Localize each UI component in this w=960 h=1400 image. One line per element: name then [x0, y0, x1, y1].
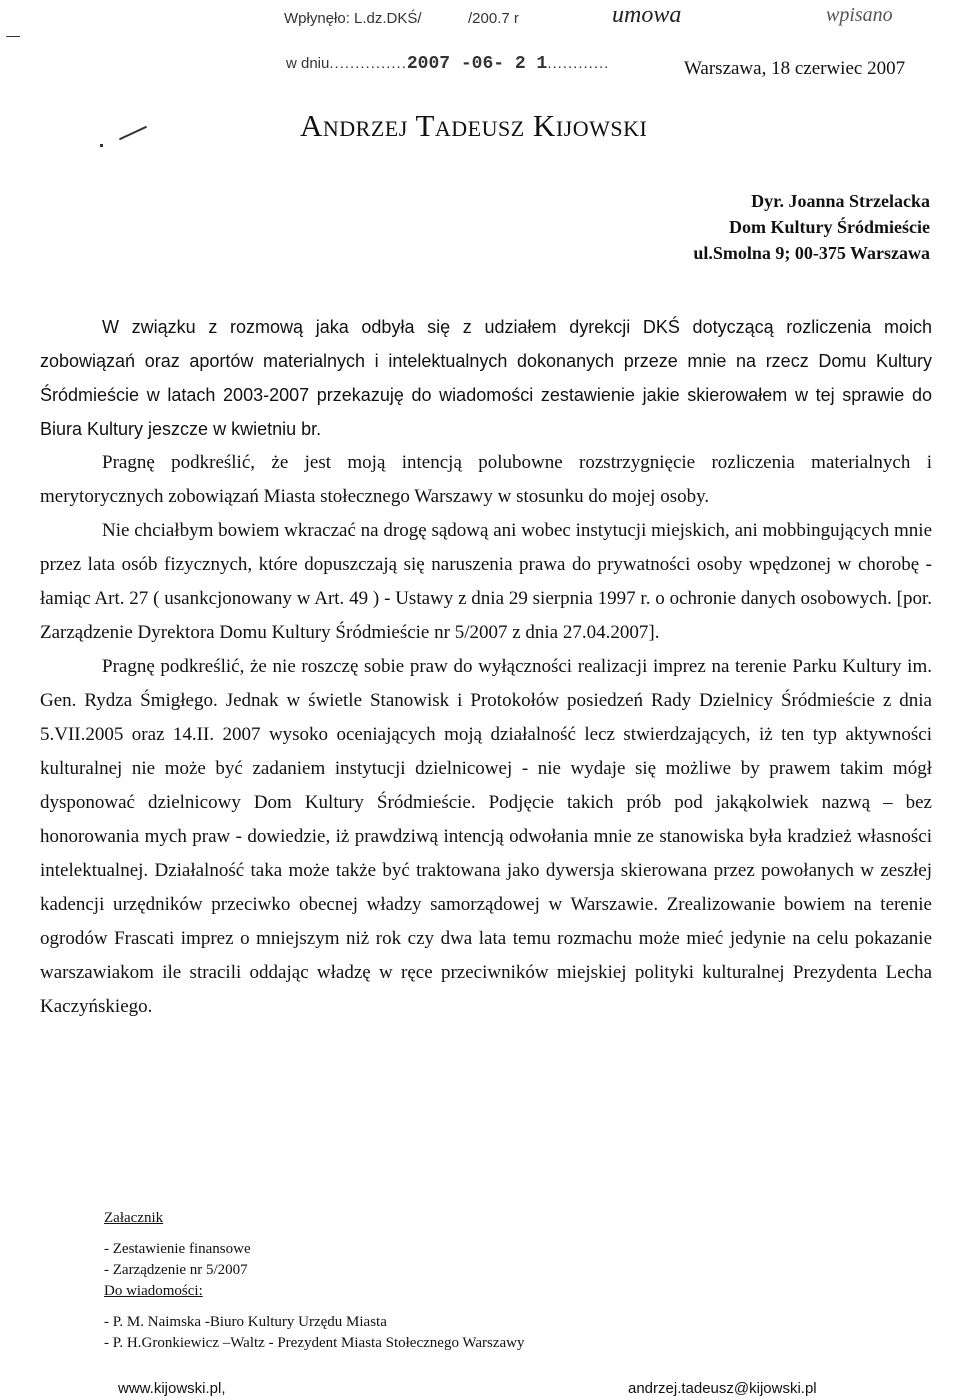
- attachments-heading: Załacznik: [104, 1210, 164, 1226]
- stray-mark-dash: [6, 36, 20, 37]
- cc-gap: [104, 1302, 525, 1312]
- footer-website[interactable]: www.kijowski.pl,: [118, 1380, 226, 1397]
- received-stamp-label: Wpłynęło: L.dz.DKŚ/: [284, 10, 422, 27]
- attachments-block: [104, 1208, 525, 1354]
- received-date-dots: ...............: [329, 55, 407, 72]
- attachments-gap: [104, 1229, 525, 1239]
- handwritten-note: wpisano: [826, 4, 893, 26]
- cc-item: - P. H.Gronkiewicz –Waltz - Prezydent Miasta Stołecznego Warszawy: [104, 1335, 525, 1351]
- recipient-block: [693, 188, 930, 266]
- letter-body: [40, 310, 932, 1024]
- handwritten-signature: umowa: [612, 2, 682, 28]
- recipient-institution: Dom Kultury Śródmieście: [729, 217, 930, 237]
- paragraph-2: Pragnę podkreślić, że jest moją intencją polubowne rozstrzygnięcie rozliczenia materialnych i merytorycznych zobowiązań Miasta stołecznego Warszawy w stosunku do mojej osoby.: [40, 452, 932, 507]
- cc-heading: Do wiadomości:: [104, 1283, 203, 1299]
- received-date-label: w dniu: [286, 55, 330, 72]
- stray-mark: [119, 126, 147, 140]
- recipient-name: Dyr. Joanna Strzelacka: [751, 191, 930, 211]
- cc-item: - P. M. Naimska -Biuro Kultury Urzędu Miasta: [104, 1314, 387, 1330]
- paragraph-3: Nie chciałbym bowiem wkraczać na drogę sądową ani wobec instytucji miejskich, ani mobbingujących mnie przez lata osób fizycznych, które dopuszczają się naruszenia prawa do prywatności osoby wpędzonej w chorobę - łamiąc Art. 27 ( usankcjonowany w Art. 49 ) - Ustawy z dnia 29 sierpnia 1997 r. o ochronie danych osobowych. [por. Zarządzenie Dyrektora Domu Kultury Śródmieście nr 5/2007 z dnia 27.04.2007].: [40, 520, 932, 643]
- received-stamp-year: /200.7 r: [468, 10, 519, 27]
- footer-email[interactable]: andrzej.tadeusz@kijowski.pl: [628, 1380, 817, 1397]
- received-stamp-date: [286, 54, 609, 74]
- city-date: Warszawa, 18 czerwiec 2007: [684, 58, 906, 79]
- attachment-item: - Zarządzenie nr 5/2007: [104, 1262, 248, 1278]
- sender-name: Andrzej Tadeusz Kijowski: [300, 108, 648, 143]
- received-date-value: 2007 -06- 2 1: [406, 54, 548, 74]
- attachment-item: - Zestawienie finansowe: [104, 1241, 251, 1257]
- paragraph-1: W związku z rozmową jaka odbyła się z udziałem dyrekcji DKŚ dotyczącą rozliczenia moich zobowiązań oraz aportów materialnych i intelektualnych dokonanych przeze mnie na rzecz Domu Kultury Śródmieście w latach 2003-2007 przekazuję do wiadomości zestawienie jakie skierowałem w tej sprawie do Biura Kultury jeszcze w kwietniu br.: [40, 317, 932, 439]
- received-date-dots-end: ............: [547, 55, 610, 72]
- stray-mark-dot: [100, 144, 103, 147]
- paragraph-4: Pragnę podkreślić, że nie roszczę sobie praw do wyłączności realizacji imprez na terenie Parku Kultury im. Gen. Rydza Śmigłego. Jednak w świetle Stanowisk i Protokołów posiedzeń Rady Dzielnicy Śródmieście z dnia 5.VII.2005 oraz 14.II. 2007 wysoko oceniających moją działalność lecz stwierdzających, iż ten typ aktywności kulturalnej nie może być zadaniem instytucji dzielnicowej - nie wydaje się możliwe by prawem takim mógł dysponować dzielnicowy Dom Kultury Śródmieście. Podjęcie takich prób pod jakąkolwiek nazwą – bez honorowania mych praw - dowiedzie, iż prawdziwą intencją odwołania mnie ze stanowiska była kradzież własności intelektualnej. Działalność taka może także być traktowana jako dywersja skierowana przez powołanych w zeszłej kadencji urzędników przeciwko obecnej władzy samorządowej w Warszawie. Zrealizowanie bowiem na terenie ogrodów Frascati imprez o mniejszym niż rok czy dwa lata temu rozmachu może mieć jedynie na celu pokazanie warszawiakom ile stracili oddając władzę w ręce przeciwników miejskiej polityki kulturalnej Prezydenta Lecha Kaczyńskiego.: [40, 656, 932, 1017]
- recipient-address: ul.Smolna 9; 00-375 Warszawa: [693, 243, 930, 263]
